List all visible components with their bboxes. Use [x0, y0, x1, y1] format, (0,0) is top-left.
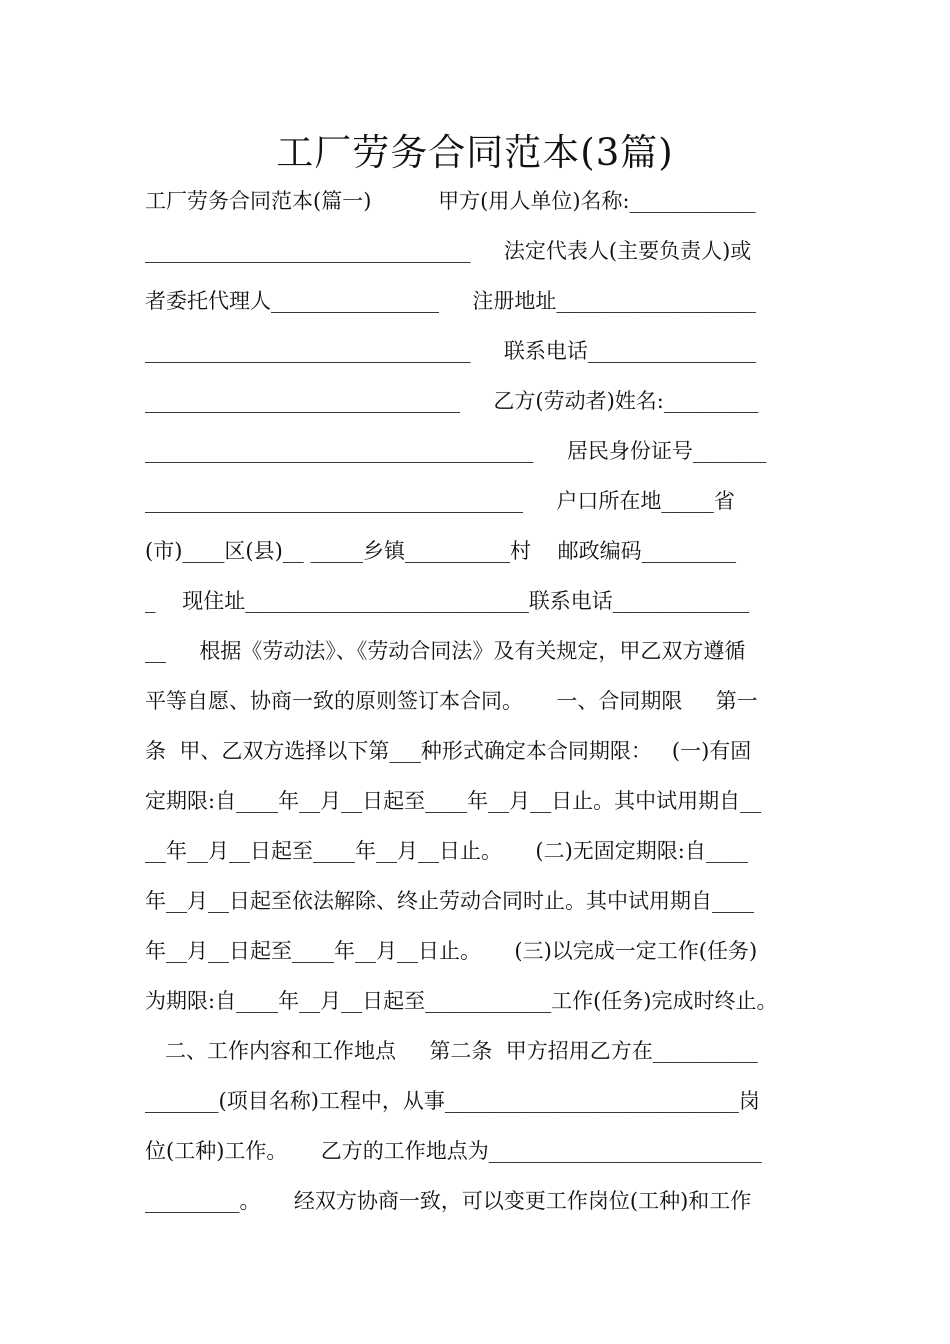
body-line: 者委托代理人________________ 注册地址___________________ [145, 289, 756, 313]
body-line: (市)____区(县)__ _____乡镇__________村 邮政编码_________ [145, 539, 737, 563]
body-line: 年__月__日起至____年__月__日止。 (三)以完成一定工作(任务) [145, 939, 758, 963]
body-line: 平等自愿、协商一致的原则签订本合同。 一、合同期限 第一 [145, 689, 758, 713]
body-line: _______(项目名称)工程中，从事____________________________岗 [145, 1089, 760, 1113]
body-line: _ 现住址___________________________联系电话_____________ [145, 589, 750, 613]
contract-body [145, 176, 807, 1226]
body-line: 定期限:自____年__月__日起至____年__月__日止。其中试用期自__ [145, 789, 762, 813]
body-line: __年__月__日起至____年__月__日止。 (二)无固定期限:自____ [145, 839, 748, 863]
body-line: __ 根据《劳动法》、《劳动合同法》及有关规定，甲乙双方遵循 [145, 639, 746, 663]
body-line: 年__月__日起至依法解除、终止劳动合同时止。其中试用期自____ [145, 889, 754, 913]
body-line: 二、工作内容和工作地点 第二条 甲方招用乙方在__________ [145, 1039, 758, 1063]
body-line: _________。 经双方协商一致，可以变更工作岗位(工种)和工作 [145, 1189, 752, 1213]
body-line: _______________________________ 联系电话________________ [145, 339, 756, 363]
body-line: 工厂劳务合同范本(篇一) 甲方(用人单位)名称:____________ [145, 189, 756, 213]
body-line: _______________________________ 法定代表人(主要负责人)或 [145, 239, 752, 263]
body-line: 为期限:自____年__月__日起至____________工作(任务)完成时终止。 [145, 989, 778, 1013]
body-line: 位(工种)工作。 乙方的工作地点为__________________________ [145, 1139, 762, 1163]
body-line: ____________________________________ 户口所在地_____省 [145, 489, 735, 513]
document-title: 工厂劳务合同范本(3篇) [276, 131, 674, 174]
body-line: 条 甲、乙双方选择以下第___种形式确定本合同期限： (一)有固 [145, 739, 752, 763]
body-line: ______________________________ 乙方(劳动者)姓名:_________ [145, 389, 759, 413]
body-line: _____________________________________ 居民身份证号_______ [145, 439, 767, 463]
